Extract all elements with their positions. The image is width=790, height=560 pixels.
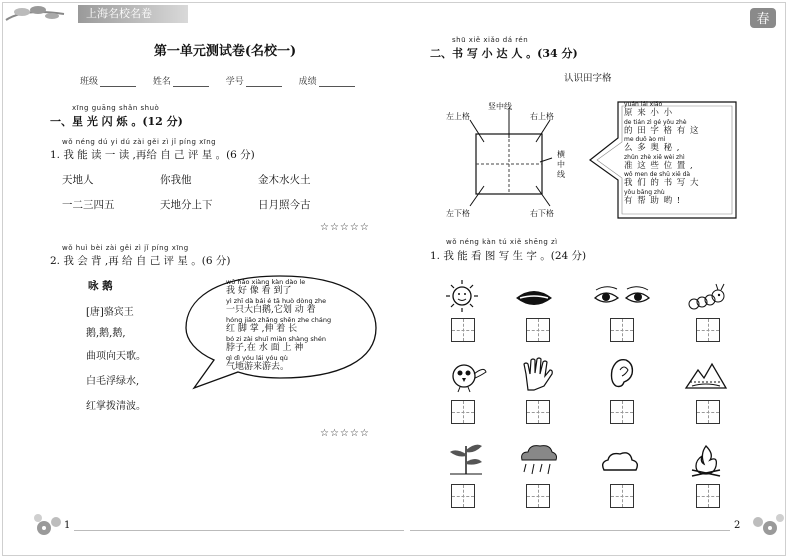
insect-icon	[684, 280, 728, 316]
bubble-line: 红 脚 掌 ,伸 着 长	[226, 324, 298, 334]
callout-pinyin: yuán lái xiǎo	[624, 101, 663, 108]
word-item: 天地人	[62, 174, 94, 186]
writing-grid-box[interactable]	[696, 318, 720, 342]
writing-grid-box[interactable]	[696, 400, 720, 424]
poem-title: 咏 鹅	[88, 280, 113, 292]
bubble-pinyin: qì dì yóu lái yóu qù	[226, 354, 288, 362]
section1-heading: 一、星 光 闪 烁 。(12 分)	[50, 115, 183, 128]
mouth-icon	[512, 280, 556, 316]
poem-line: 红掌拨清波。	[86, 401, 146, 412]
callout-pinyin: me duō ào mì	[624, 136, 666, 143]
info-label-name: 姓名	[152, 77, 171, 87]
student-info-row	[80, 74, 357, 87]
writing-grid-box[interactable]	[696, 484, 720, 508]
flower-corner-icon	[740, 512, 790, 542]
bubble-line: 我 好 像 看 到了	[226, 286, 292, 296]
score-blank[interactable]	[319, 77, 355, 87]
eyes-icon	[592, 280, 652, 316]
speech-bubble-text	[226, 278, 366, 373]
callout-pinyin: zhǔn zhè xiē wèi zhì	[624, 153, 685, 161]
callout-line: 的 田 字 格 有 这	[624, 125, 700, 136]
writing-grid-box[interactable]	[610, 318, 634, 342]
seedling-icon	[444, 440, 488, 476]
bubble-line: 脖子,在 水 面 上 神	[226, 343, 304, 353]
writing-grid-box[interactable]	[451, 318, 475, 342]
callout-line: 准 这 些 位 置 ,	[624, 160, 694, 171]
footer-rule	[74, 530, 404, 531]
label-top-left: 左上格	[446, 112, 470, 121]
fire-icon	[684, 442, 728, 478]
number-blank[interactable]	[246, 77, 282, 87]
ear-icon	[600, 356, 644, 392]
poem-author: [唐]骆宾王	[86, 307, 134, 318]
footer-rule	[410, 530, 730, 531]
mountain-icon	[684, 358, 728, 394]
section2-pinyin: shū xiě xiǎo dá rén	[452, 36, 529, 44]
decorative-seal-icon	[744, 4, 782, 32]
bird-icon	[444, 358, 488, 394]
section2-heading: 二、书 写 小 达 人 。(34 分)	[430, 47, 578, 60]
q2-rating-stars[interactable]: ☆☆☆☆☆	[320, 428, 370, 439]
poem-line: 白毛浮绿水,	[86, 376, 140, 387]
q1-rating-stars[interactable]: ☆☆☆☆☆	[320, 222, 370, 233]
q1-text: 1. 我 能 读 一 读 ,再给 自 己 评 星 。(6 分)	[50, 149, 255, 161]
section1-pinyin: xīng guāng shǎn shuò	[72, 104, 160, 112]
word-item: 金木水火土	[258, 174, 311, 186]
label-vertical-center: 竖中线	[488, 102, 512, 111]
word-item: 你我他	[160, 174, 192, 186]
class-blank[interactable]	[100, 77, 136, 87]
poem-line: 曲项向天歌。	[86, 351, 146, 362]
bubble-pinyin: yì zhī dà bái é tā huò dòng zhe	[226, 297, 327, 305]
info-label-class: 班级	[80, 77, 99, 87]
word-item: 日月照今古	[258, 199, 311, 211]
writing-grid-box[interactable]	[451, 484, 475, 508]
name-blank[interactable]	[173, 77, 209, 87]
page-number-right: 2	[734, 520, 741, 531]
label-horizontal-center: 横中线	[557, 150, 565, 179]
writing-grid-box[interactable]	[526, 400, 550, 424]
callout-line: 么 多 奥 秘 ,	[624, 143, 681, 153]
writing-grid-box[interactable]	[451, 400, 475, 424]
info-label-number: 学号	[225, 77, 244, 87]
writing-grid-box[interactable]	[610, 400, 634, 424]
label-bottom-right: 右下格	[530, 209, 554, 218]
cloud-icon	[598, 446, 642, 482]
brand-banner: 上海名校名卷	[78, 5, 188, 23]
grid-intro-title: 认识田字格	[564, 73, 612, 84]
q3-text: 1. 我 能 看 图 写 生 字 。(24 分)	[430, 250, 587, 262]
q2-pinyin: wǒ huì bèi zài gěi zì jǐ píng xīng	[62, 244, 189, 252]
callout-line: 我 们 的 书 写 大	[624, 178, 700, 188]
arrow-callout-text	[624, 101, 736, 206]
brand-sprig-icon	[4, 2, 84, 26]
callout-line: 有 帮 助 哟 !	[624, 195, 682, 206]
word-item: 天地分上下	[160, 199, 213, 211]
label-bottom-left: 左下格	[446, 209, 470, 218]
word-item: 一二三四五	[62, 199, 115, 211]
sun-icon	[440, 278, 484, 314]
callout-pinyin: de tián zì gé yǒu zhè	[624, 118, 687, 126]
callout-line: 原 来 小 小	[624, 108, 674, 118]
callout-pinyin: yǒu bāng zhù	[624, 188, 665, 196]
bubble-pinyin: wǒ hǎo xiàng kàn dào le	[226, 278, 306, 286]
q1-pinyin: wǒ néng dú yi dú zài gěi zì jǐ píng xīng	[62, 138, 217, 146]
callout-pinyin: wǒ men de shū xiě dà	[624, 171, 691, 178]
q2-text: 2. 我 会 背 ,再 给 自 己 评 星 。(6 分)	[50, 255, 231, 267]
writing-grid-box[interactable]	[610, 484, 634, 508]
rain-cloud-icon	[516, 442, 560, 478]
writing-grid-box[interactable]	[526, 318, 550, 342]
info-label-score: 成绩	[298, 77, 317, 87]
hand-icon	[516, 356, 560, 392]
svg-text:春: 春	[756, 12, 770, 27]
label-top-right: 右上格	[530, 112, 554, 121]
q3-pinyin: wǒ néng kàn tú xiě shēng zì	[446, 238, 558, 246]
poem-line: 鹅,鹅,鹅,	[86, 328, 126, 339]
writing-grid-box[interactable]	[526, 484, 550, 508]
bubble-pinyin: bó zi zài shuǐ miàn shàng shén	[226, 335, 326, 343]
page-number-left: 1	[64, 520, 71, 531]
bubble-line: 气地游来游去。	[226, 362, 290, 372]
bubble-line: 一只大白鹅,它划 动 着	[226, 305, 316, 315]
test-title: 第一单元测试卷(名校一)	[153, 44, 297, 59]
bubble-pinyin: hóng jiǎo zhǎng shēn zhe cháng	[226, 316, 332, 324]
flower-corner-icon	[30, 512, 80, 542]
